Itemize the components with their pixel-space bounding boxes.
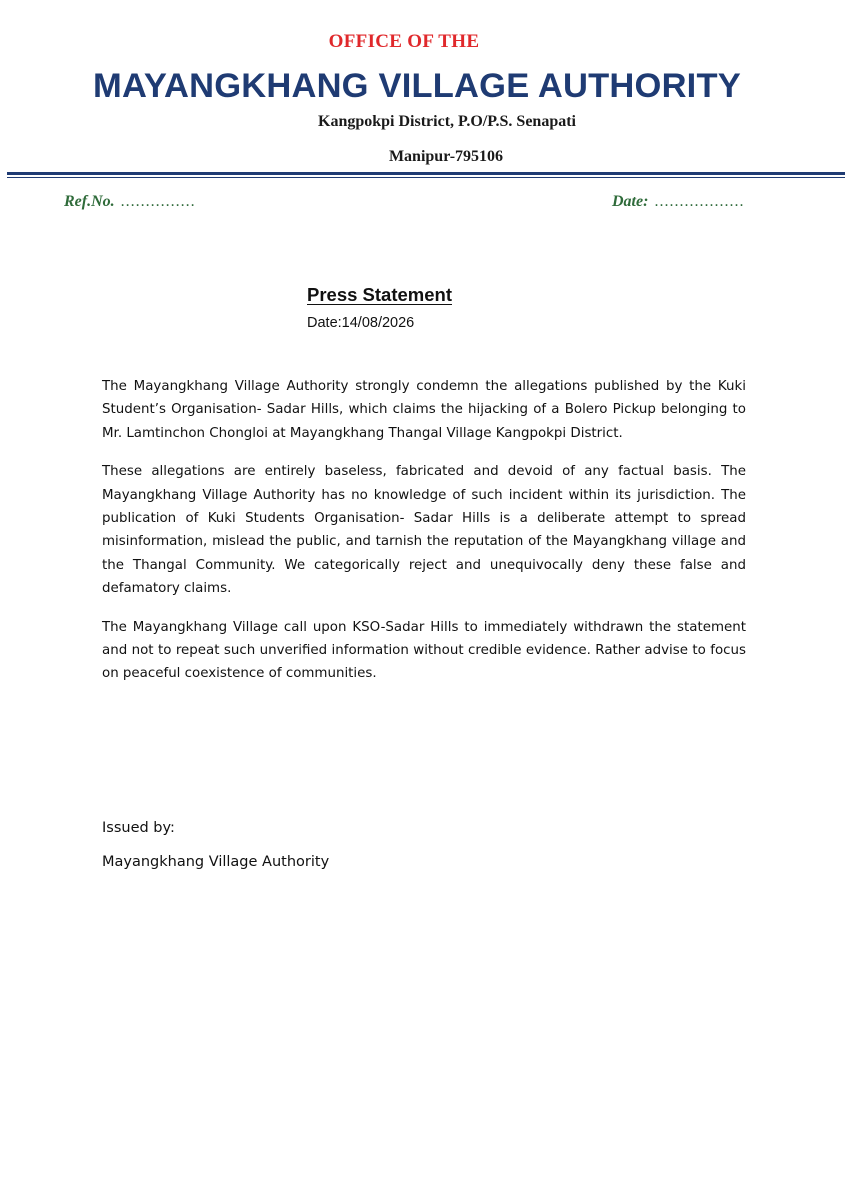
press-statement-date: Date:14/08/2026 <box>307 315 415 331</box>
ref-date-field <box>612 193 744 211</box>
ref-number-field <box>64 193 196 211</box>
ref-number-dots: ............... <box>120 193 196 210</box>
press-statement-title: Press Statement <box>307 284 452 305</box>
pin-line: Manipur-795106 <box>388 148 504 165</box>
office-of-heading: OFFICE OF THE <box>328 31 480 52</box>
ref-number-label: Ref.No. <box>64 193 115 210</box>
ref-date-dots: .................. <box>654 193 745 210</box>
statement-paragraph: These allegations are entirely baseless, fabricated and devoid of any factual basis. The Mayangkhang Village Authority has no knowledge of such incident within its jurisdiction. The publication of Kuki Students Organisation- Sadar Hills is a deliberate attempt to spread misinformation, mislead the public, and tarnish the reputation of the Mayangkhang village and the Thangal Community. We categorically reject and unequivocally deny these false and defamatory claims. <box>102 464 746 597</box>
letterhead-divider-thick <box>7 172 845 175</box>
issuer-name: Mayangkhang Village Authority <box>102 854 330 870</box>
statement-paragraph: The Mayangkhang Village call upon KSO-Sadar Hills to immediately withdrawn the statement and not to repeat such unverified information without credible evidence. Rather advise to focus on peaceful coexistence of communities. <box>102 619 746 682</box>
letterhead-divider-thin <box>7 177 845 178</box>
ref-date-label: Date: <box>612 193 649 210</box>
statement-body <box>102 375 746 701</box>
authority-name: MAYANGKHANG VILLAGE AUTHORITY <box>93 67 741 105</box>
address-line: Kangpokpi District, P.O/P.S. Senapati <box>318 113 576 130</box>
issued-by-label: Issued by: <box>102 820 175 836</box>
statement-paragraph: The Mayangkhang Village Authority strongly condemn the allegations published by the Kuki Student’s Organisation- Sadar Hills, which claims the hijacking of a Bolero Pickup belonging to Mr. Lamtinchon Chongloi at Mayangkhang Thangal Village Kangpokpi District. <box>102 379 746 441</box>
